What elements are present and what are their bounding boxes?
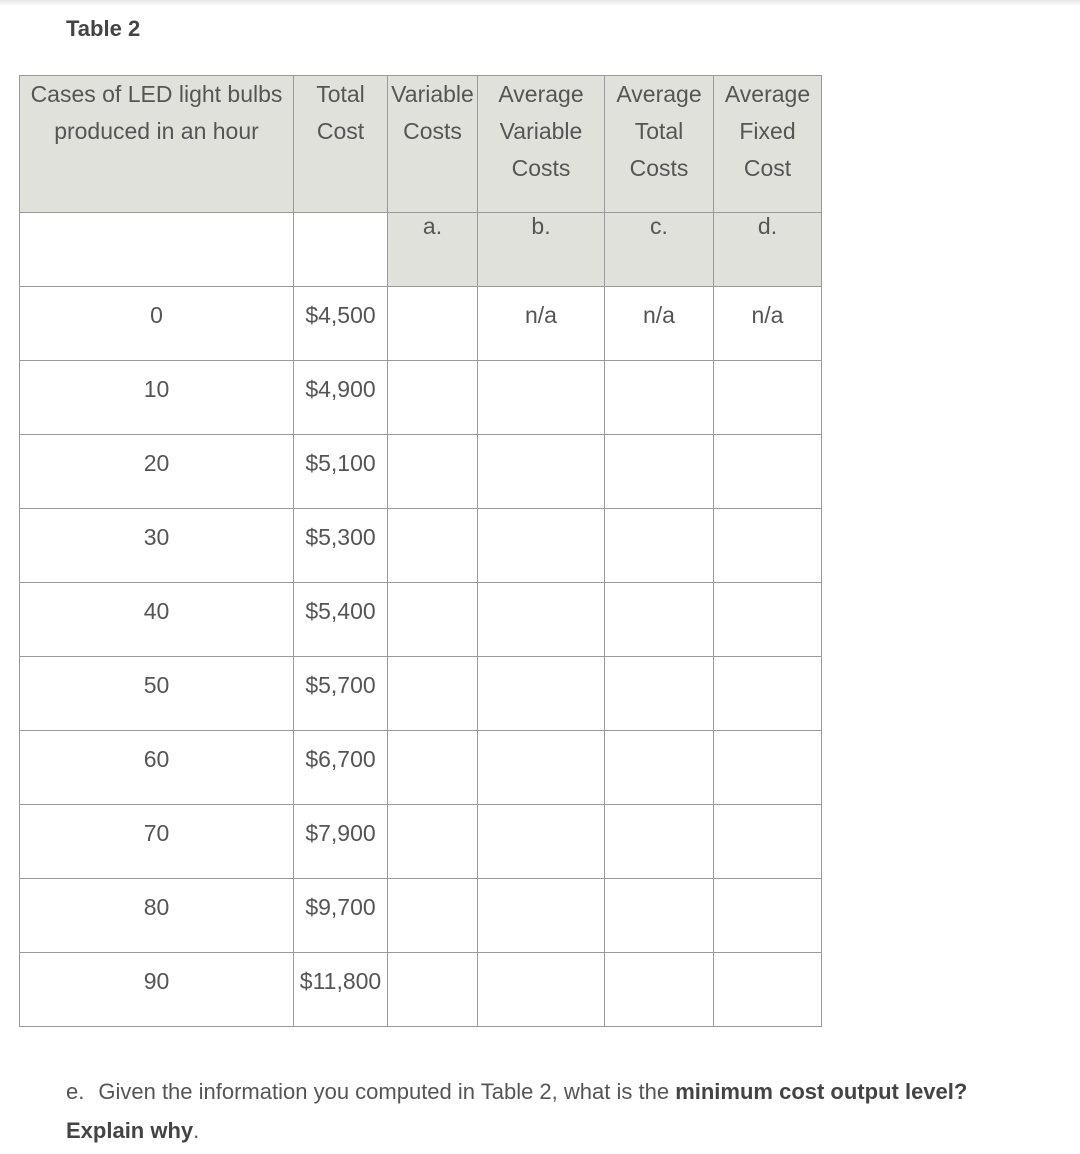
cell-average-total-costs bbox=[605, 435, 714, 509]
header-average-fixed-cost bbox=[714, 76, 822, 213]
cell-average-variable-costs bbox=[478, 953, 605, 1027]
part-label-d: d. bbox=[714, 213, 822, 287]
header-line: Variable bbox=[499, 118, 583, 144]
cell-variable-costs bbox=[388, 953, 478, 1027]
question-bold-minimum-cost: minimum cost output level? bbox=[675, 1079, 968, 1104]
cell-average-variable-costs bbox=[478, 879, 605, 953]
cell-total-cost: $5,700 bbox=[294, 657, 388, 731]
part-label-row bbox=[20, 213, 822, 287]
table-row bbox=[20, 435, 822, 509]
cell-variable-costs bbox=[388, 879, 478, 953]
cell-average-fixed-cost bbox=[714, 583, 822, 657]
part-label-c: c. bbox=[605, 213, 714, 287]
cell-cases: 20 bbox=[20, 435, 294, 509]
cell-variable-costs bbox=[388, 657, 478, 731]
cell-total-cost: $6,700 bbox=[294, 731, 388, 805]
cell-average-fixed-cost bbox=[714, 657, 822, 731]
cell-average-total-costs bbox=[605, 361, 714, 435]
cell-average-fixed-cost bbox=[714, 435, 822, 509]
cell-average-fixed-cost bbox=[714, 509, 822, 583]
cell-average-total-costs bbox=[605, 953, 714, 1027]
question-bold-explain: Explain why bbox=[66, 1118, 194, 1143]
table-row bbox=[20, 805, 822, 879]
cell-average-fixed-cost bbox=[714, 731, 822, 805]
cell-total-cost: $5,300 bbox=[294, 509, 388, 583]
cell-average-variable-costs bbox=[478, 583, 605, 657]
cell-average-variable-costs: n/a bbox=[478, 287, 605, 361]
header-line: Costs bbox=[403, 118, 462, 144]
header-line: Cost bbox=[316, 118, 365, 144]
cell-cases: 80 bbox=[20, 879, 294, 953]
header-line: Average bbox=[498, 81, 584, 107]
header-line: Fixed bbox=[739, 118, 796, 144]
cell-average-variable-costs bbox=[478, 435, 605, 509]
cell-cases: 30 bbox=[20, 509, 294, 583]
header-line: Total bbox=[634, 118, 684, 144]
data-rows bbox=[20, 287, 822, 1027]
cell-total-cost: $9,700 bbox=[294, 879, 388, 953]
cell-average-fixed-cost bbox=[714, 361, 822, 435]
part-label-empty bbox=[20, 213, 294, 287]
table-title: Table 2 bbox=[66, 16, 141, 41]
header-variable-costs bbox=[388, 76, 478, 213]
question-e bbox=[66, 1072, 1080, 1150]
header-line: Average bbox=[724, 81, 811, 107]
question-prefix: e. bbox=[66, 1079, 85, 1104]
header-average-total-costs bbox=[605, 76, 714, 213]
header-line: Average bbox=[616, 81, 702, 107]
cell-cases: 40 bbox=[20, 583, 294, 657]
table-row bbox=[20, 879, 822, 953]
header-total-cost bbox=[294, 76, 388, 213]
header-row bbox=[20, 76, 822, 213]
header-line: Cost bbox=[743, 155, 792, 181]
table-row bbox=[20, 657, 822, 731]
cell-cases: 90 bbox=[20, 953, 294, 1027]
cell-variable-costs bbox=[388, 287, 478, 361]
cell-variable-costs bbox=[388, 509, 478, 583]
header-line: Total bbox=[316, 81, 365, 107]
cell-average-total-costs bbox=[605, 657, 714, 731]
header-line: Costs bbox=[629, 155, 689, 181]
cell-total-cost: $11,800 bbox=[294, 953, 388, 1027]
question-text: Given the information you computed in Table 2, what is the bbox=[98, 1079, 670, 1104]
part-label-b: b. bbox=[478, 213, 605, 287]
cell-variable-costs bbox=[388, 583, 478, 657]
table-row bbox=[20, 509, 822, 583]
header-line: produced in an hour bbox=[54, 118, 259, 144]
cell-total-cost: $5,400 bbox=[294, 583, 388, 657]
cell-average-total-costs bbox=[605, 879, 714, 953]
cell-average-fixed-cost: n/a bbox=[714, 287, 822, 361]
table-row bbox=[20, 953, 822, 1027]
part-label-a: a. bbox=[388, 213, 478, 287]
cell-cases: 70 bbox=[20, 805, 294, 879]
cell-average-fixed-cost bbox=[714, 805, 822, 879]
table-row bbox=[20, 361, 822, 435]
question-period: . bbox=[193, 1118, 200, 1143]
header-line: Costs bbox=[511, 155, 571, 181]
cell-total-cost: $7,900 bbox=[294, 805, 388, 879]
cell-variable-costs bbox=[388, 731, 478, 805]
cell-cases: 60 bbox=[20, 731, 294, 805]
part-label-empty bbox=[294, 213, 388, 287]
cell-total-cost: $4,900 bbox=[294, 361, 388, 435]
cell-average-variable-costs bbox=[478, 509, 605, 583]
cell-variable-costs bbox=[388, 435, 478, 509]
cell-variable-costs bbox=[388, 361, 478, 435]
cell-variable-costs bbox=[388, 805, 478, 879]
cell-cases: 0 bbox=[20, 287, 294, 361]
cell-average-total-costs bbox=[605, 731, 714, 805]
cell-average-variable-costs bbox=[478, 731, 605, 805]
header-line: Variable bbox=[391, 81, 474, 107]
cost-table bbox=[19, 75, 822, 1027]
cell-average-variable-costs bbox=[478, 361, 605, 435]
cell-average-variable-costs bbox=[478, 805, 605, 879]
cell-average-total-costs: n/a bbox=[605, 287, 714, 361]
cell-average-total-costs bbox=[605, 583, 714, 657]
header-line: Cases of LED light bulbs bbox=[30, 81, 283, 107]
cell-average-variable-costs bbox=[478, 657, 605, 731]
cell-average-fixed-cost bbox=[714, 879, 822, 953]
cell-total-cost: $5,100 bbox=[294, 435, 388, 509]
cell-cases: 50 bbox=[20, 657, 294, 731]
cell-average-total-costs bbox=[605, 805, 714, 879]
cell-total-cost: $4,500 bbox=[294, 287, 388, 361]
header-cases bbox=[20, 76, 294, 213]
table-row bbox=[20, 731, 822, 805]
cell-average-total-costs bbox=[605, 509, 714, 583]
cell-cases: 10 bbox=[20, 361, 294, 435]
table-row bbox=[20, 583, 822, 657]
table-row bbox=[20, 287, 822, 361]
top-divider bbox=[0, 0, 1080, 6]
cell-average-fixed-cost bbox=[714, 953, 822, 1027]
header-average-variable-costs bbox=[478, 76, 605, 213]
